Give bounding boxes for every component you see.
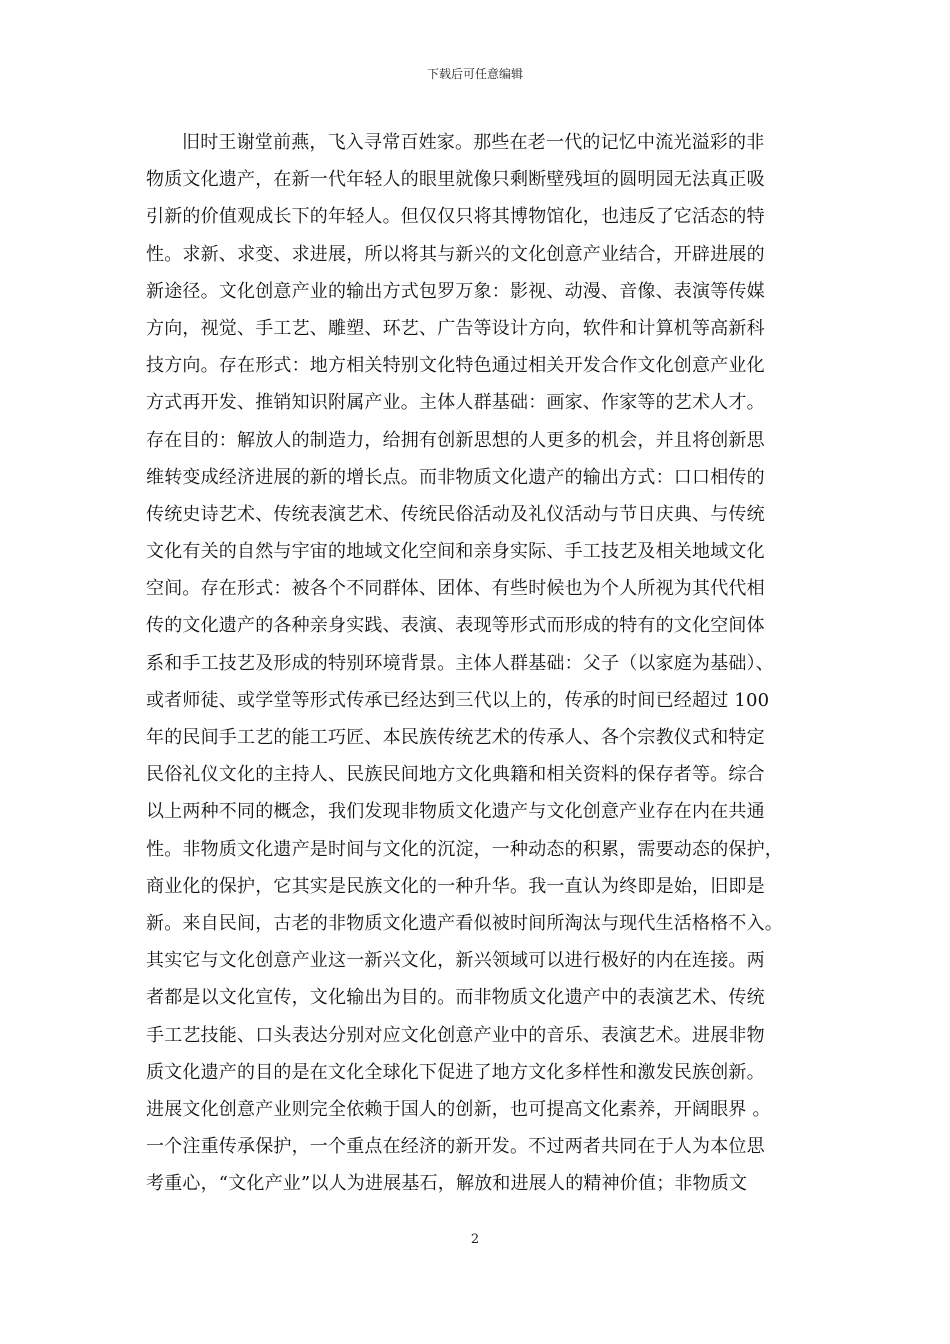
text-line: 民俗礼仪文化的主持人、民族民间地方文化典籍和相关资料的保存者等。综合	[146, 764, 765, 786]
text-line: 空间。存在形式：被各个不同群体、团体、有些时候也为个人所视为其代代相	[146, 578, 765, 600]
page-header: 下载后可任意编辑	[426, 67, 523, 81]
text-line: 文化有关的自然与宇宙的地域文化空间和亲身实际、手工技艺及相关地域文化	[146, 541, 765, 563]
text-line: 传统史诗艺术、传统表演艺术、传统民俗活动及礼仪活动与节日庆典、与传统	[146, 503, 765, 525]
text-line: 者都是以文化宣传，文化输出为目的。而非物质文化遗产中的表演艺术、传统	[146, 987, 765, 1009]
text-line: 一个注重传承保护，一个重点在经济的新开发。不过两者共同在于人为本位思	[146, 1136, 765, 1158]
text-line: 存在目的：解放人的制造力，给拥有创新思想的人更多的机会，并且将创新思	[146, 429, 765, 451]
text-line: 方式再开发、推销知识附属产业。主体人群基础：画家、作家等的艺术人才。	[146, 392, 765, 414]
text-line: 物质文化遗产，在新一代年轻人的眼里就像只剩断壁残垣的圆明园无法真正吸	[146, 169, 765, 191]
text-line: 其实它与文化创意产业这一新兴文化，新兴领域可以进行极好的内在连接。两	[146, 950, 765, 972]
text-line: 进展文化创意产业则完全依赖于国人的创新，也可提高文化素养，开阔眼界 。	[146, 1098, 771, 1120]
body-text	[146, 124, 806, 1202]
text-line: 引新的价值观成长下的年轻人。但仅仅只将其博物馆化，也违反了它活态的特	[146, 206, 765, 228]
text-line: 系和手工技艺及形成的特别环境背景。主体人群基础：父子（以家庭为基础）、	[146, 652, 774, 674]
text-line: 或者师徒、或学堂等形式传承已经达到三代以上的，传承的时间已经超过 100	[146, 689, 770, 711]
text-line: 维转变成经济进展的新的增长点。而非物质文化遗产的输出方式：口口相传的	[146, 466, 765, 488]
page-number: 2	[470, 1232, 480, 1247]
text-line: 以上两种不同的概念，我们发现非物质文化遗产与文化创意产业存在内在共通	[146, 801, 765, 823]
text-line: 手工艺技能、口头表达分别对应文化创意产业中的音乐、表演艺术。进展非物	[146, 1024, 765, 1046]
text-line: 旧时王谢堂前燕，飞入寻常百姓家。那些在老一代的记忆中流光溢彩的非	[182, 132, 765, 153]
text-line: 考重心，“文化产业”以人为进展基石，解放和进展人的精神价值；非物质文	[146, 1173, 748, 1195]
text-line: 年的民间手工艺的能工巧匠、本民族传统艺术的传承人、各个宗教仪式和特定	[146, 727, 765, 748]
text-line: 性。求新、求变、求进展，所以将其与新兴的文化创意产业结合，开辟进展的	[146, 243, 765, 265]
text-line: 商业化的保护，它其实是民族文化的一种升华。我一直认为终即是始，旧即是	[146, 875, 765, 897]
text-line: 传的文化遗产的各种亲身实践、表演、表现等形式而形成的特有的文化空间体	[146, 615, 765, 637]
text-line: 新途径。文化创意产业的输出方式包罗万象：影视、动漫、音像、表演等传媒	[146, 280, 765, 302]
text-line: 新。来自民间，古老的非物质文化遗产看似被时间所淘汰与现代生活格格不入。	[146, 912, 783, 934]
text-line: 技方向。存在形式：地方相关特别文化特色通过相关开发合作文化创意产业化	[146, 355, 765, 377]
text-line: 性。非物质文化遗产是时间与文化的沉淀，一种动态的积累，需要动态的保护，	[146, 838, 783, 860]
text-line: 方向，视觉、手工艺、雕塑、环艺、广告等设计方向，软件和计算机等高新科	[146, 317, 765, 339]
text-line: 质文化遗产的目的是在文化全球化下促进了地方文化多样性和激发民族创新。	[146, 1061, 765, 1083]
